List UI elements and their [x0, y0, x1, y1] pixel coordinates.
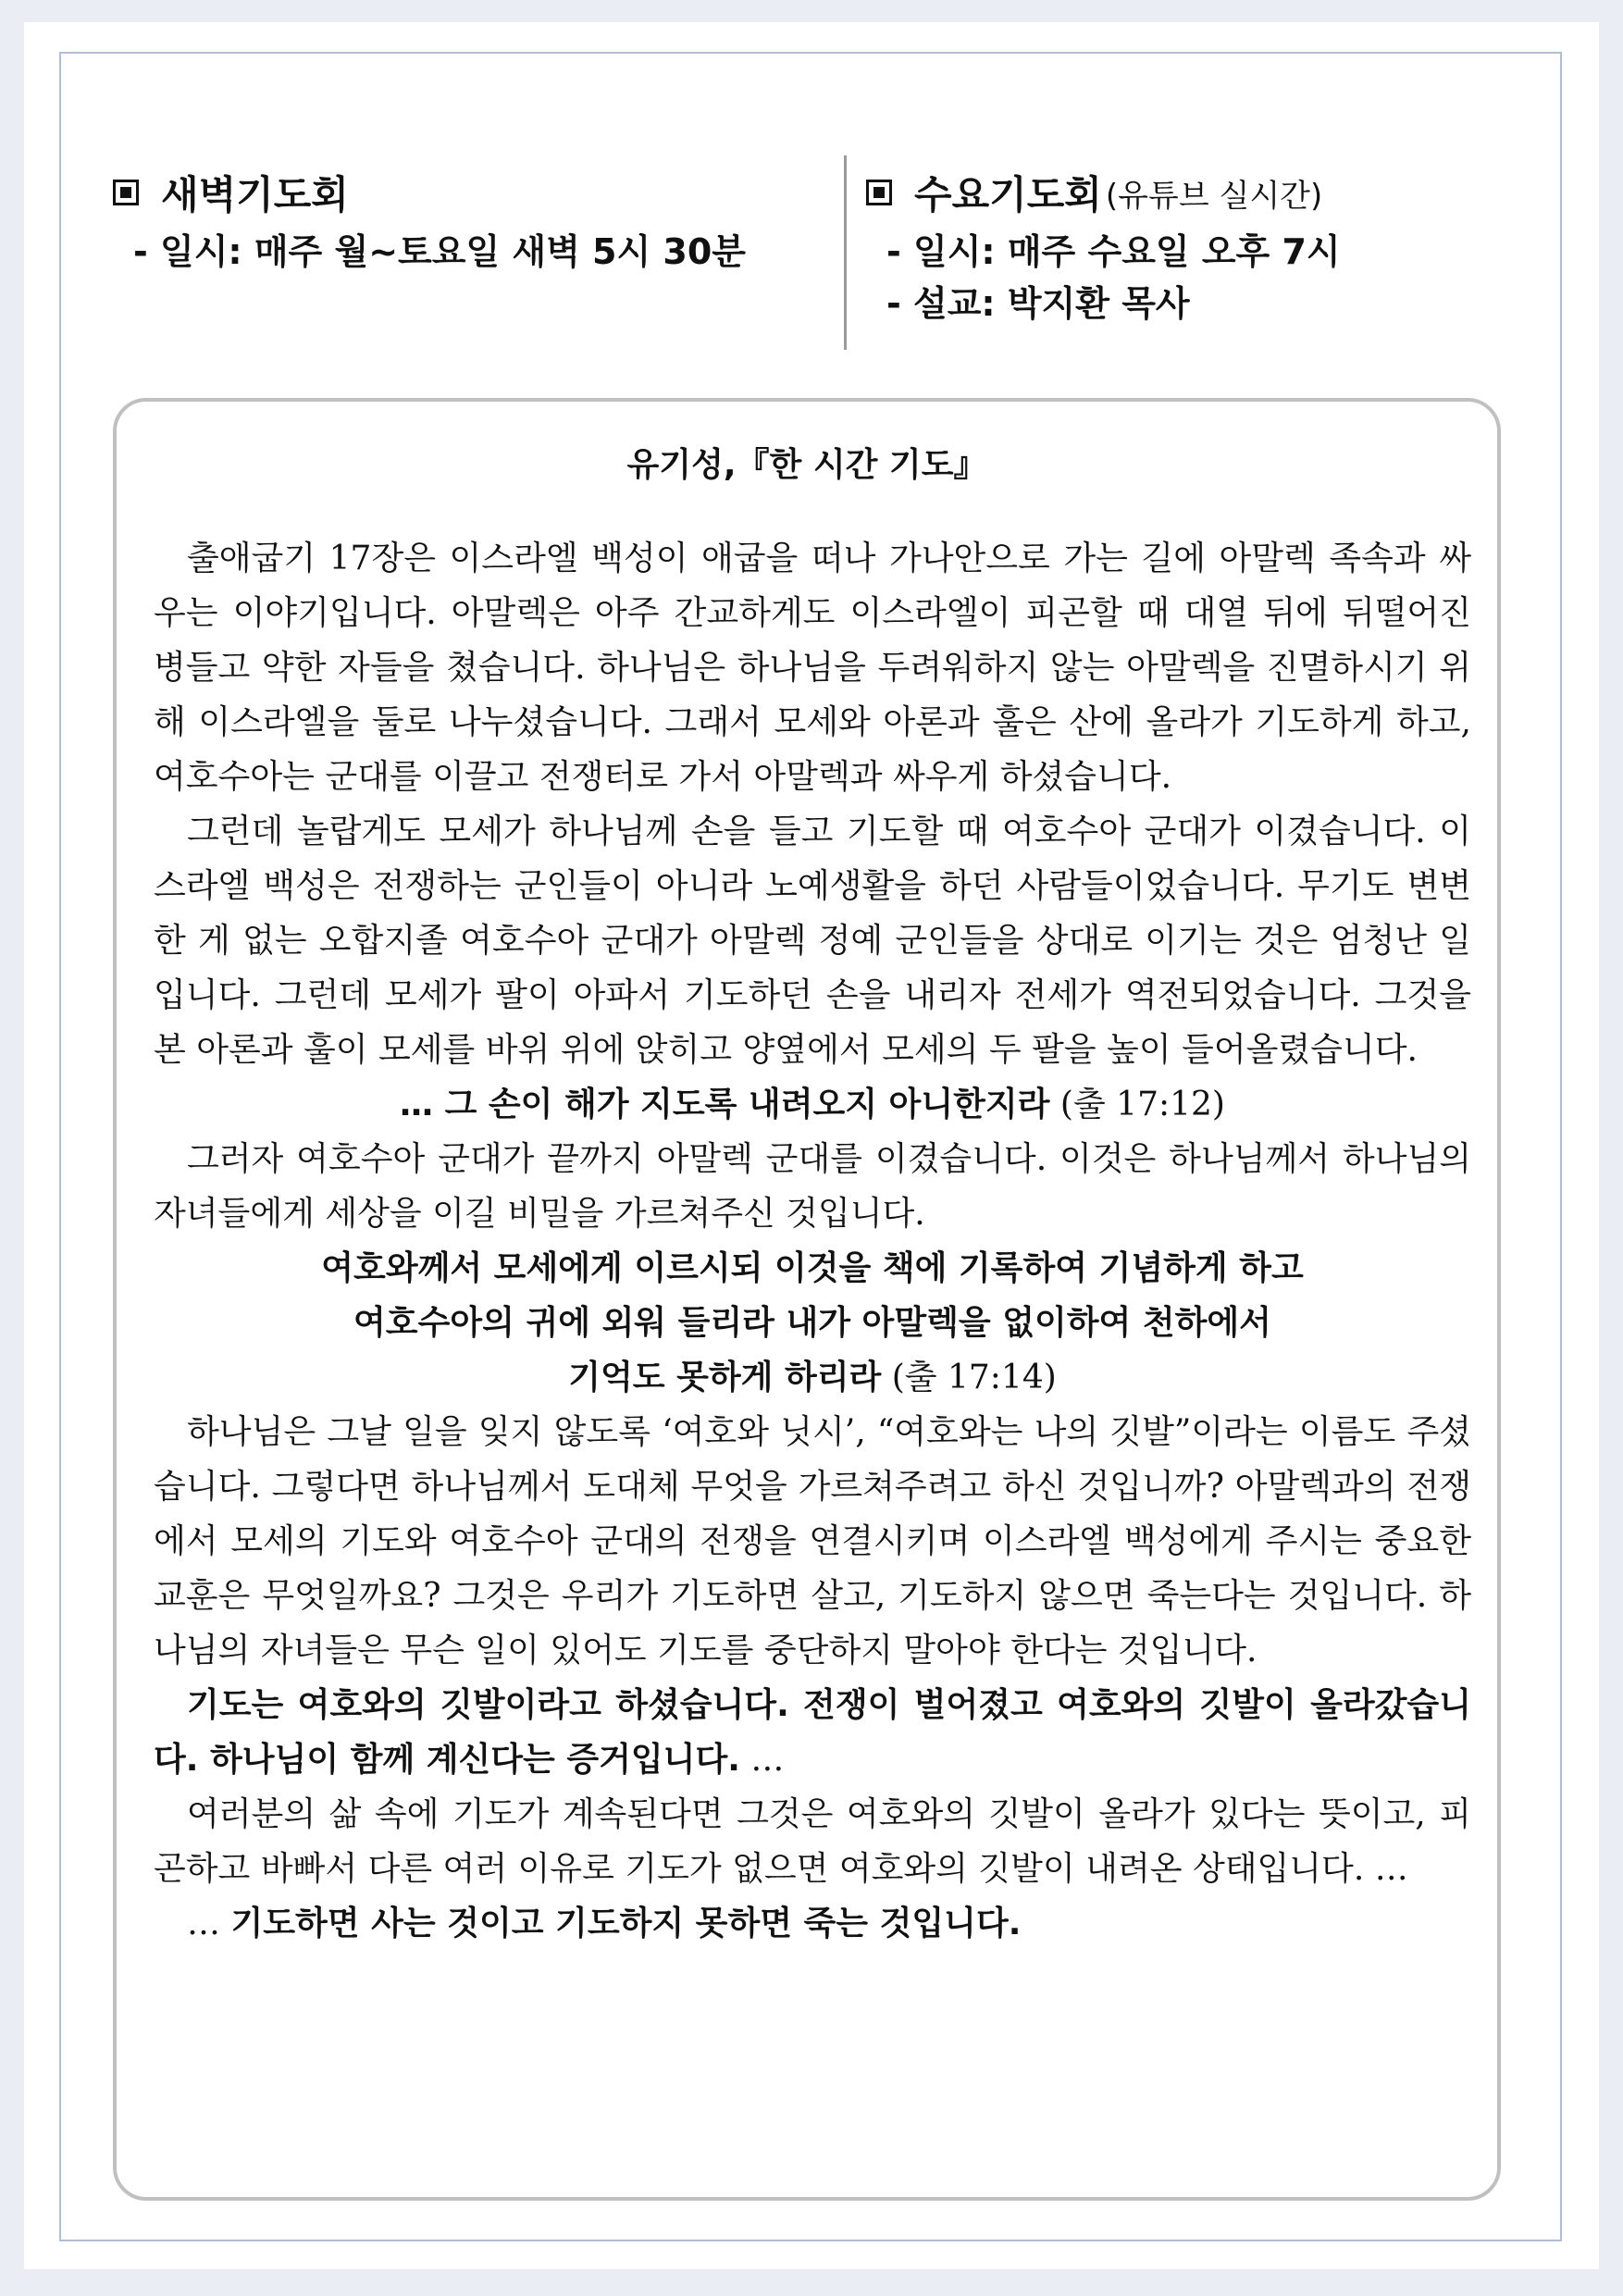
scripture-quote-line: 여호수아의 귀에 외워 들리라 내가 아말렉을 없이하여 천하에서: [353, 1304, 1271, 1342]
wednesday-prayer-subtitle: (유튜브 실시간): [1105, 177, 1323, 215]
dawn-prayer-section: [113, 165, 835, 278]
bulletin-frame: [59, 52, 1562, 2241]
wednesday-prayer-heading: [866, 165, 1514, 220]
scripture-reference: (출 17:12): [1049, 1086, 1225, 1123]
square-bullet-icon: [866, 180, 892, 205]
reading-paragraph: 그러자 여호수아 군대가 끝까지 아말렉 군대를 이겼습니다. 이것은 하나님께서 하나님의 자녀들에게 세상을 이길 비밀을 가르쳐주신 것입니다.: [154, 1140, 1471, 1233]
ellipsis-text: …: [187, 1905, 231, 1942]
reading-paragraph: 여러분의 삶 속에 기도가 계속된다면 그것은 여호와의 깃발이 올라가 있다는 뜻이고, 피곤하고 바빠서 다른 여러 이유로 기도가 없으면 여호와의 깃발이 내려온 상태입니다. …: [154, 1795, 1471, 1888]
scripture-quote-text: … 그 손이 해가 지도록 내려오지 아니한지라: [400, 1086, 1050, 1123]
square-bullet-icon: [113, 180, 139, 205]
reading-paragraph-emphasis: [154, 1678, 1471, 1787]
column-divider: [844, 155, 847, 350]
reading-paragraph: 출애굽기 17장은 이스라엘 백성이 애굽을 떠나 가나안으로 가는 길에 아말렉 족속과 싸우는 이야기입니다. 아말렉은 아주 간교하게도 이스라엘이 피곤할 때 대열 뒤에 뒤떨어진 병들고 약한 자들을 쳤습니다. 하나님은 하나님을 두려워하지 않는 아말렉을 진멸하시기 위해 이스라엘을 둘로 나누셨습니다. 그래서 모세와 아론과 훌은 산에 올라가 기도하게 하고, 여호수아는 군대를 이끌고 전쟁터로 가서 아말렉과 싸우게 하셨습니다.: [154, 540, 1471, 796]
reading-paragraph: 하나님은 그날 일을 잊지 않도록 ‘여호와 닛시’, “여호와는 나의 깃발”이라는 이름도 주셨습니다. 그렇다면 하나님께서 도대체 무엇을 가르쳐주려고 하신 것입니까? 아말렉과의 전쟁에서 모세의 기도와 여호수아 군대의 전쟁을 연결시키며 이스라엘 백성에게 주시는 중요한 교훈은 무엇일까요? 그것은 우리가 기도하면 살고, 기도하지 않으면 죽는다는 것입니다. 하나님의 자녀들은 무슨 일이 있어도 기도를 중단하지 말아야 한다는 것입니다.: [154, 1413, 1471, 1669]
wednesday-prayer-schedule: - 일시: 매주 수요일 오후 7시: [886, 231, 1341, 272]
dawn-prayer-schedule: - 일시: 매주 월~토요일 새벽 5시 30분: [133, 231, 747, 272]
reading-box: [113, 398, 1501, 2201]
reading-closing: [154, 1896, 1471, 1951]
scripture-quote: [154, 1350, 1471, 1405]
reading-title: 유기성,『한 시간 기도』: [626, 446, 987, 484]
ellipsis-text: …: [739, 1741, 785, 1779]
dawn-prayer-heading: [113, 165, 835, 220]
page: [24, 22, 1599, 2269]
scripture-quote-line: 여호와께서 모세에게 이르시되 이것을 책에 기록하여 기념하게 하고: [321, 1249, 1304, 1287]
closing-emphasis-text: 기도하면 사는 것이고 기도하지 못하면 죽는 것입니다.: [230, 1905, 1022, 1942]
reading-body: [154, 531, 1471, 1951]
wednesday-prayer-section: [866, 165, 1514, 329]
dawn-prayer-title: 새벽기도회: [161, 172, 349, 217]
scripture-reference: (출 17:14): [881, 1359, 1057, 1396]
emphasis-text: 기도는 여호와의 깃발이라고 하셨습니다. 전쟁이 벌어졌고 여호와의 깃발이 올라갔습니다. 하나님이 함께 계신다는 증거입니다.: [154, 1686, 1471, 1779]
reading-paragraph: 그런데 놀랍게도 모세가 하나님께 손을 들고 기도할 때 여호수아 군대가 이겼습니다. 이스라엘 백성은 전쟁하는 군인들이 아니라 노예생활을 하던 사람들이었습니다. 무기도 변변한 게 없는 오합지졸 여호수아 군대가 아말렉 정예 군인들을 상대로 이기는 것은 엄청난 일입니다. 그런데 모세가 팔이 아파서 기도하던 손을 내리자 전세가 역전되었습니다. 그것을 본 아론과 훌이 모세를 바위 위에 앉히고 양옆에서 모세의 두 팔을 높이 들어올렸습니다.: [154, 813, 1471, 1069]
scripture-quote-text: 기억도 못하게 하리라: [568, 1359, 882, 1396]
wednesday-prayer-preacher: - 설교: 박지환 목사: [886, 283, 1190, 324]
scripture-quote: [154, 1077, 1471, 1132]
wednesday-prayer-title: 수요기도회: [914, 172, 1102, 217]
